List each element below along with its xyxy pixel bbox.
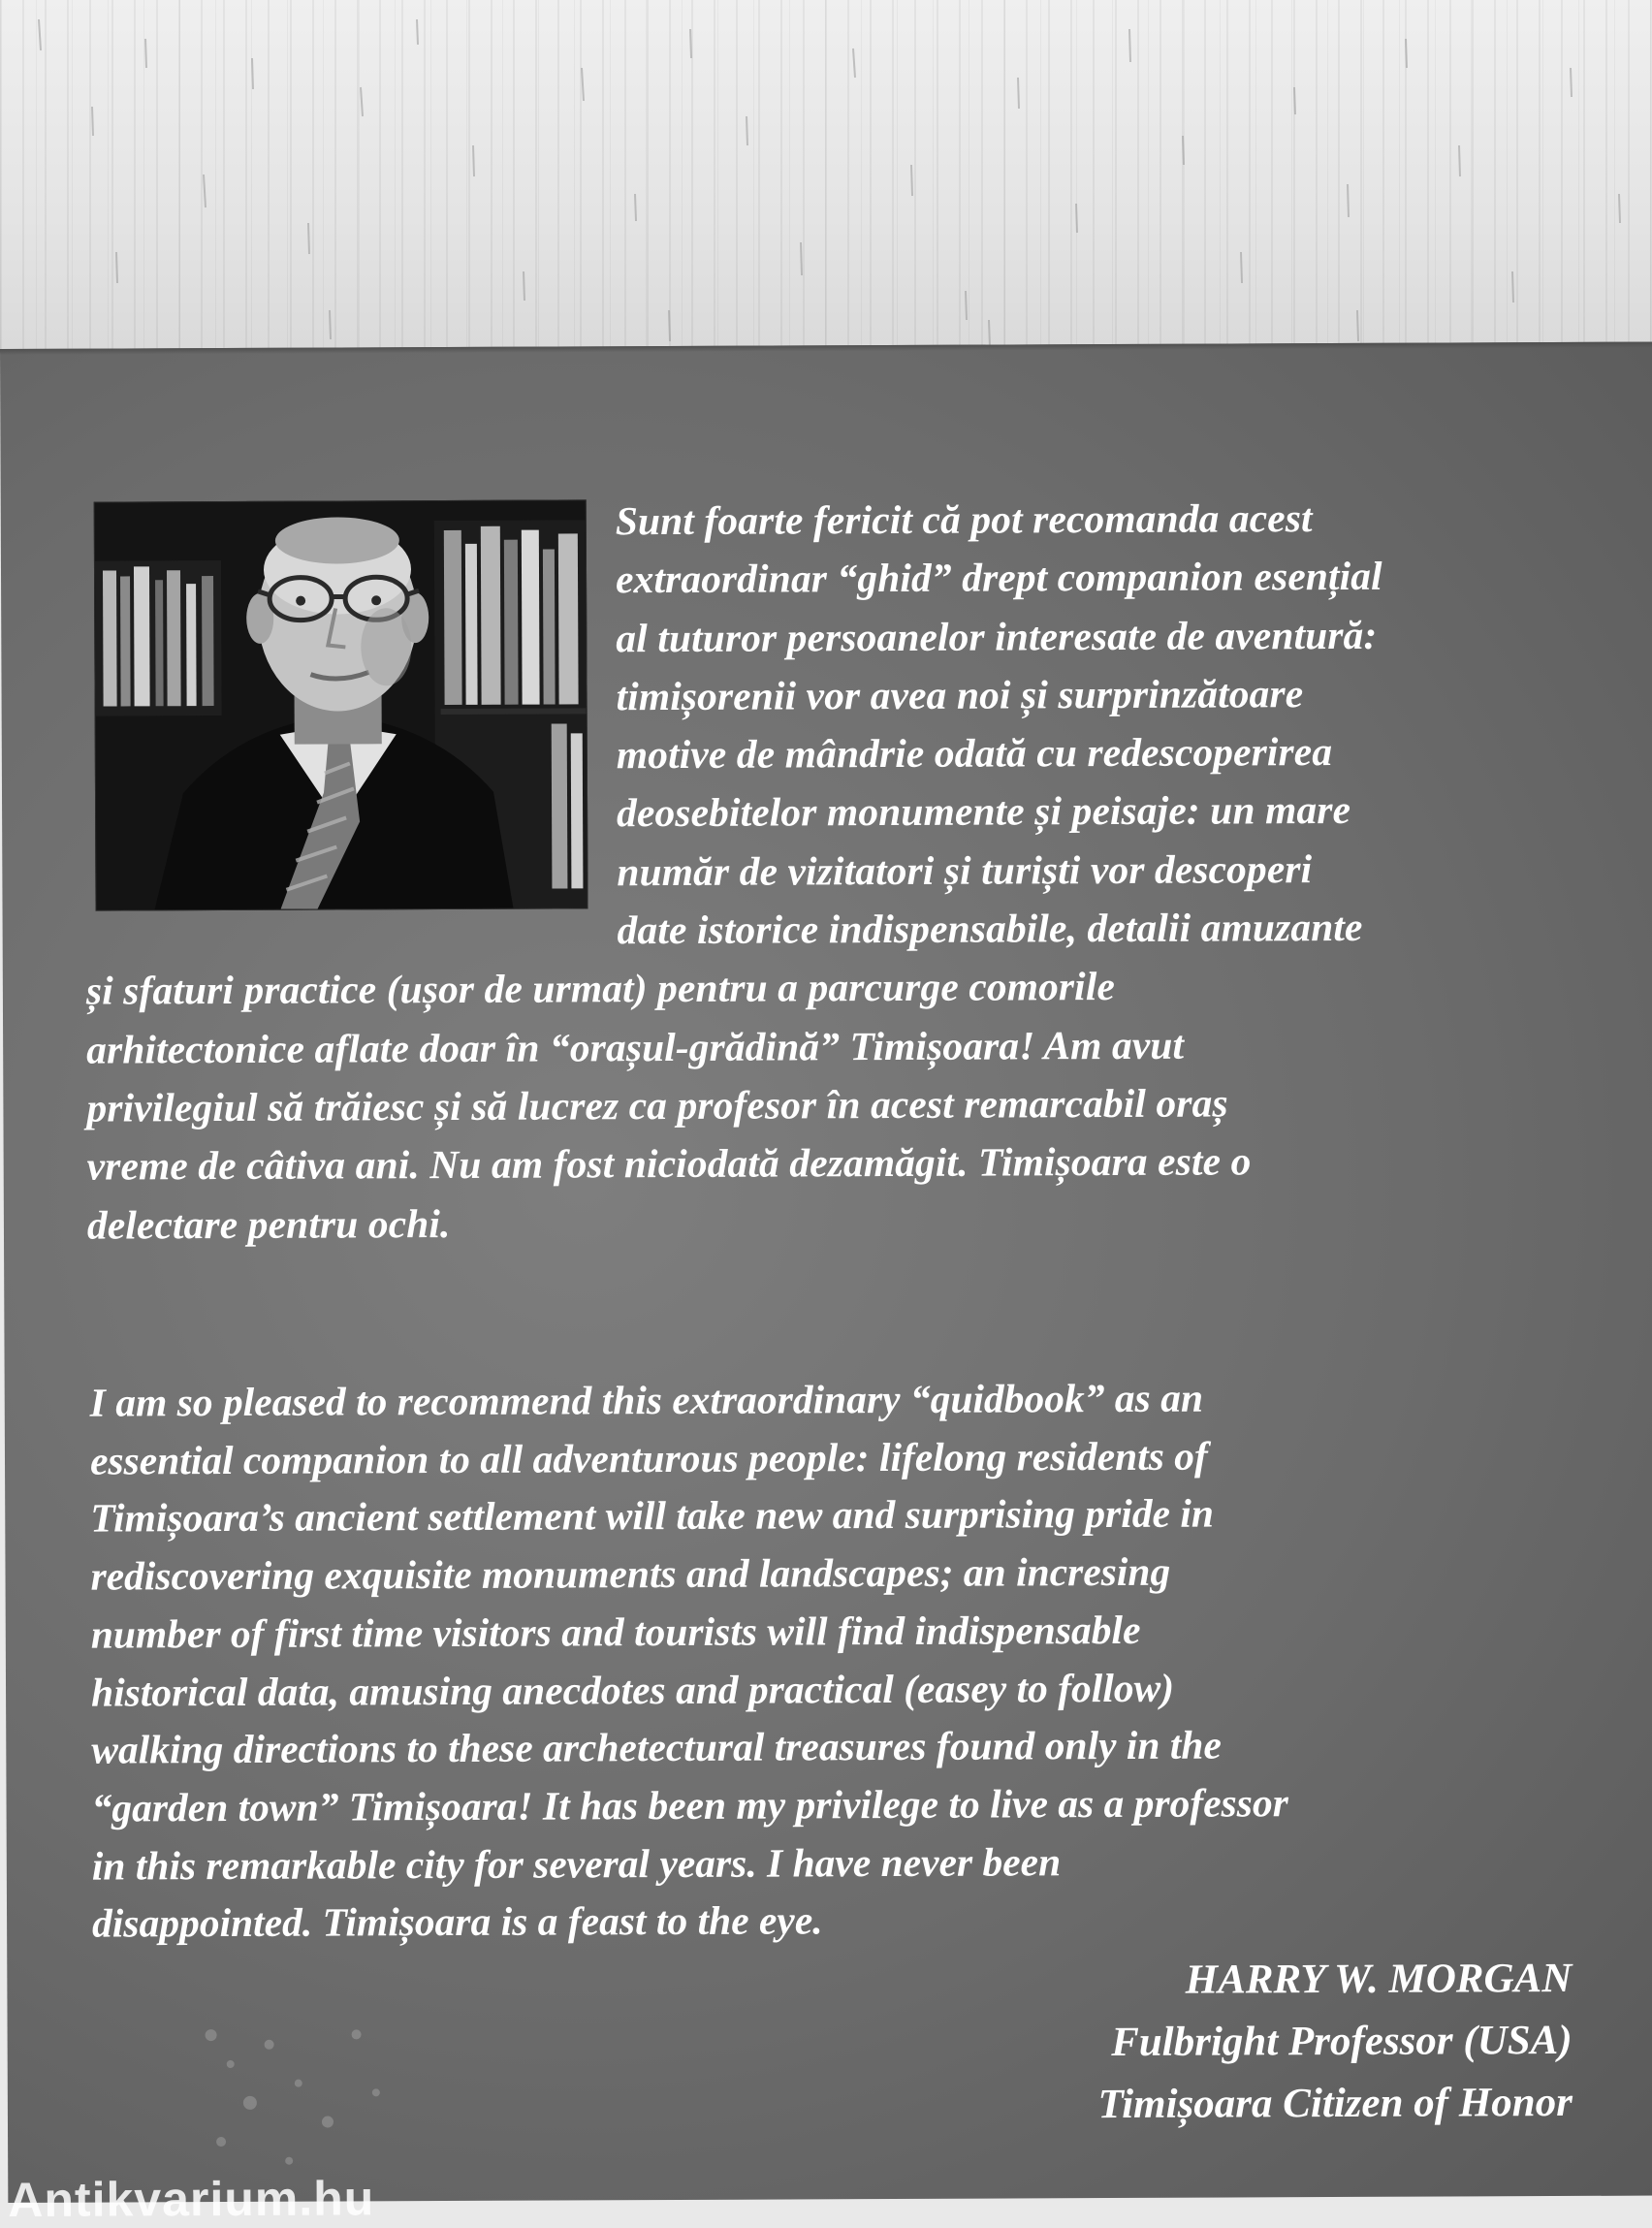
author-title: Fulbright Professor (USA)	[1097, 2010, 1573, 2074]
en-line: disappointed. Timișoara is a feast to the eye.	[92, 1889, 1604, 1954]
romanian-paragraph	[84, 488, 1600, 1255]
ro-line: număr de vizitatori și turiști vor descoperi	[85, 839, 1598, 904]
ro-line: vreme de câtiva ani. Nu am fost niciodată dezamăgit. Timișoara este o	[87, 1130, 1600, 1195]
ro-line: motive de mândrie odată cu redescoperirea	[85, 721, 1598, 786]
en-line: historical data, amusing anecdotes and practical (easey to follow)	[91, 1657, 1604, 1722]
en-line: in this remarkable city for several years. I have never been	[92, 1830, 1604, 1895]
ro-line: privilegiul să trăiesc și să lucrez ca profesor în acest remarcabil oraș	[86, 1072, 1599, 1137]
en-line: essential companion to all adventurous people: lifelong residents of	[90, 1426, 1603, 1491]
ro-line: extraordinar “ghid” drept companion esențial	[84, 546, 1597, 611]
ro-line: delectare pentru ochi.	[87, 1189, 1600, 1254]
watermark-text: Antikvarium.hu	[8, 2170, 374, 2228]
en-line: number of first time visitors and tourists will find indispensable	[91, 1600, 1604, 1665]
author-name: HARRY W. MORGAN	[1097, 1948, 1573, 2012]
english-paragraph	[90, 1368, 1605, 1954]
ro-line: deosebitelor monumente și peisaje: un mare	[85, 780, 1598, 844]
cover-stain-mark	[152, 1976, 444, 2200]
ro-line: Sunt foarte fericit că pot recomanda acest	[84, 488, 1597, 553]
ro-line: și sfaturi practice (ușor de urmat) pentru a parcurge comorile	[86, 955, 1599, 1020]
paper-texture	[0, 0, 1652, 361]
en-line: “garden town” Timișoara! It has been my privilege to live as a professor	[91, 1773, 1604, 1838]
en-line: rediscovering exquisite monuments and landscapes; an incresing	[90, 1542, 1603, 1607]
ro-line: al tuturor persoanelor interesate de aventură:	[84, 604, 1597, 669]
author-honor: Timișoara Citizen of Honor	[1097, 2072, 1573, 2136]
paper-background	[0, 0, 1652, 361]
ro-line: date istorice indispensabile, detalii amuzante	[85, 897, 1598, 962]
en-line: Timișoara’s ancient settlement will take new and surprising pride in	[90, 1483, 1603, 1548]
en-line: walking directions to these archetectural treasures found only in the	[91, 1715, 1604, 1780]
signature-block	[1097, 1948, 1573, 2136]
book-back-cover	[0, 342, 1652, 2203]
ro-line: timișorenii vor avea noi și surprinzătoare	[84, 663, 1597, 728]
en-line: I am so pleased to recommend this extraordinary “quidbook” as an	[90, 1368, 1603, 1433]
ro-line: arhitectonice aflate doar în “orașul-grădină” Timișoara! Am avut	[86, 1013, 1599, 1078]
